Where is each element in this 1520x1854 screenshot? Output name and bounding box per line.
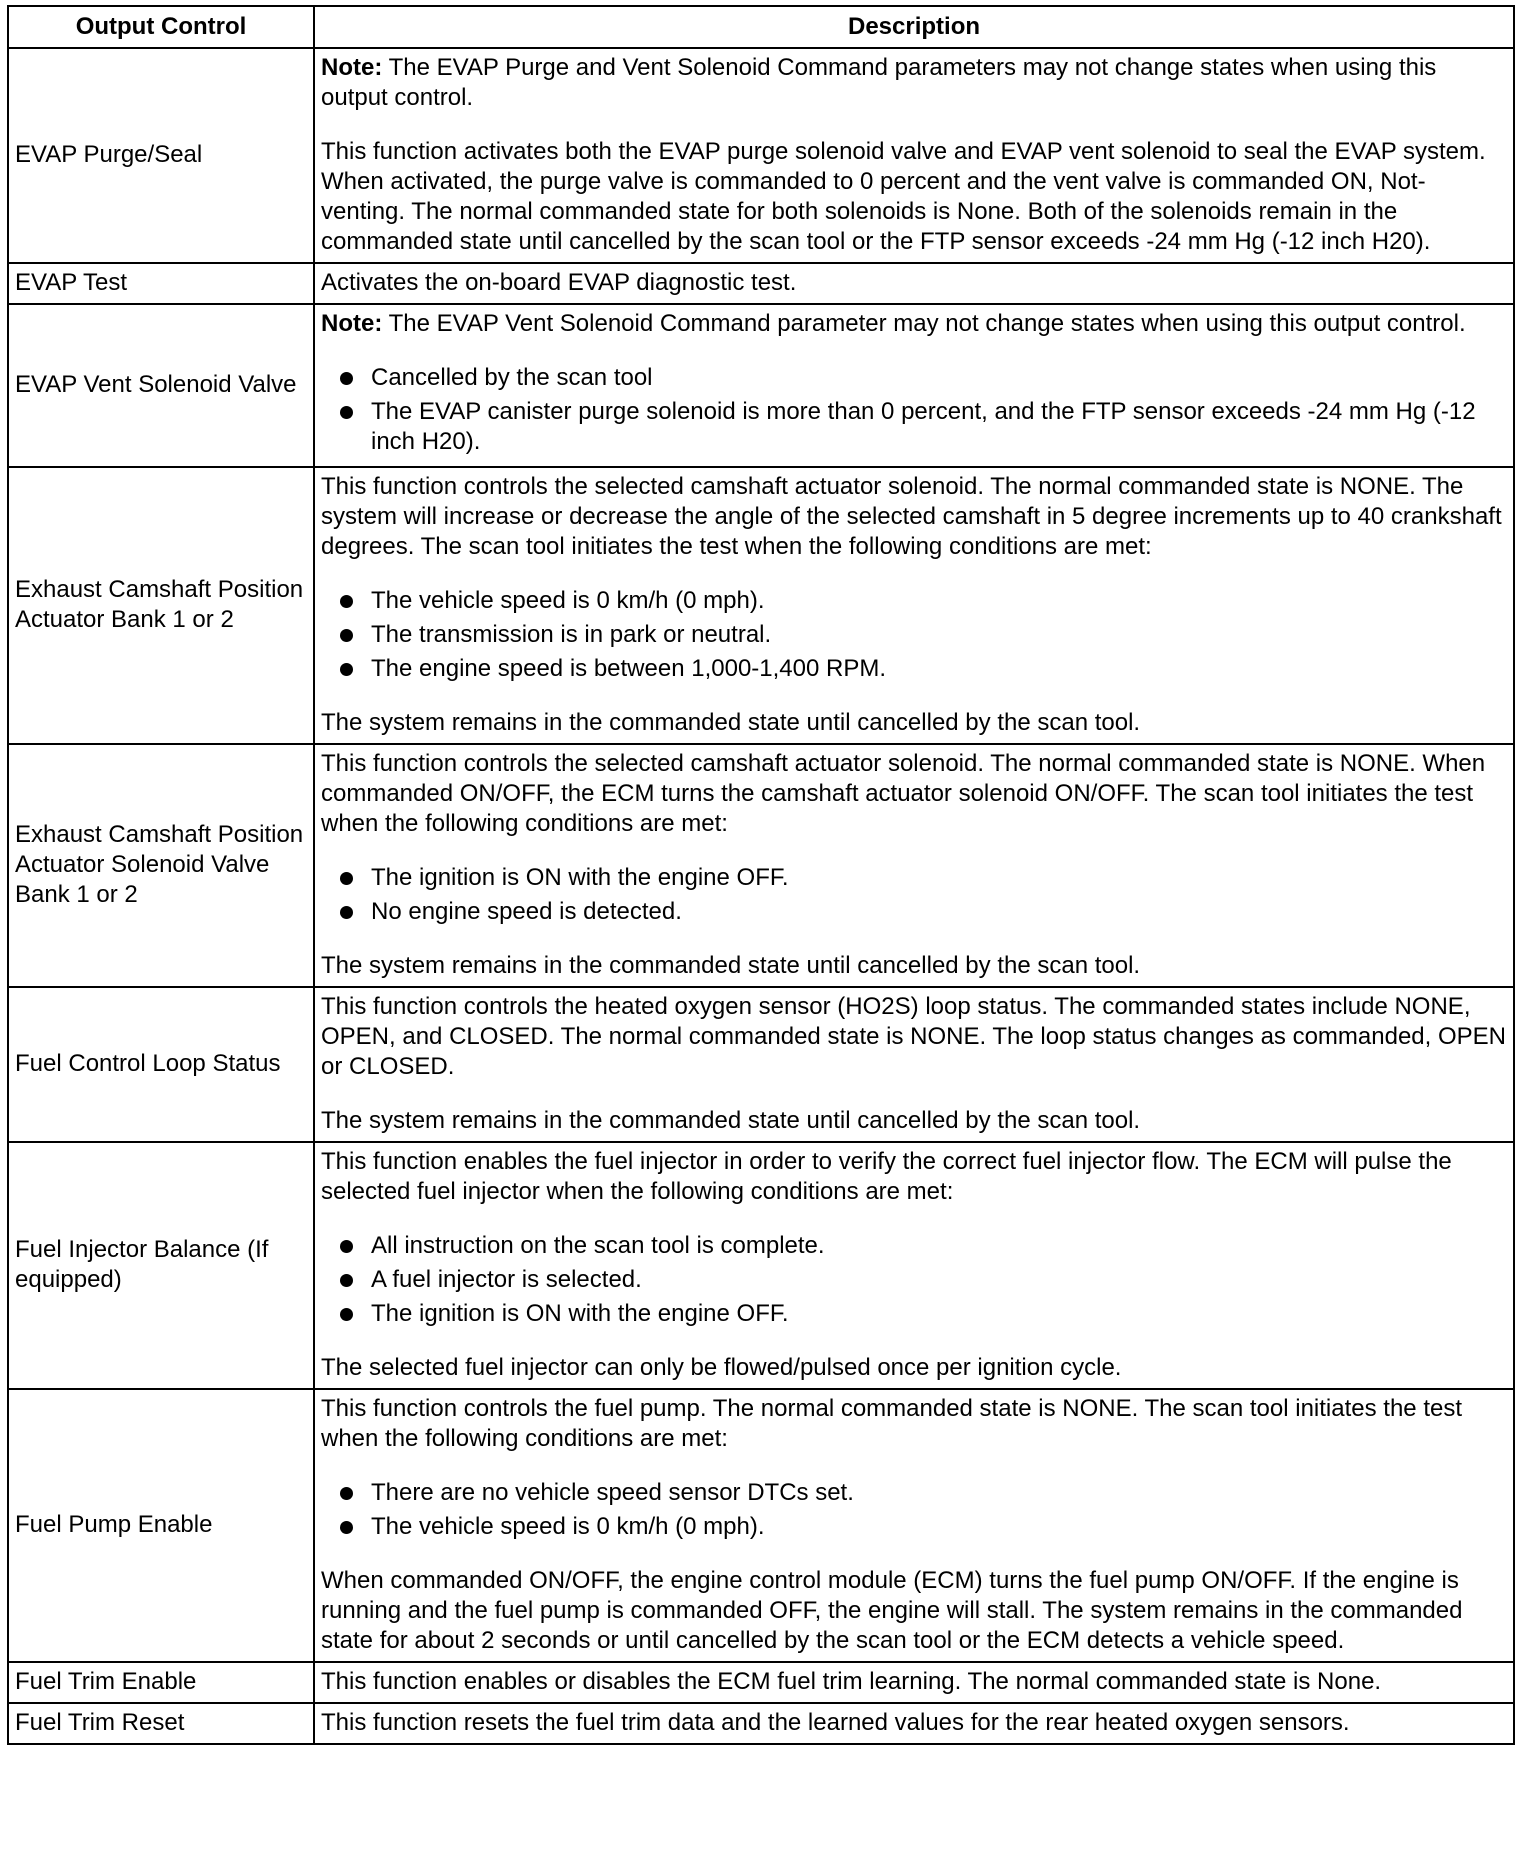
description-paragraph: This function resets the fuel trim data and the learned values for the rear heated oxygen sensors. xyxy=(321,1709,1350,1736)
output-control-description xyxy=(314,1389,1514,1662)
description-paragraph: This function controls the selected camshaft actuator solenoid. The normal commanded state is NONE. When commanded ON/OFF, the ECM turns the camshaft actuator solenoid ON/OFF. The scan tool initiates the test when the following conditions are met: xyxy=(321,750,1486,837)
note-label: Note: xyxy=(321,54,383,81)
description-paragraph: The system remains in the commanded state until cancelled by the scan tool. xyxy=(321,952,1141,979)
table-header-row xyxy=(8,6,1514,48)
output-control-description xyxy=(314,263,1514,304)
output-control-description xyxy=(314,304,1514,467)
bullet-item: The transmission is in park or neutral. xyxy=(321,620,1507,650)
bullet-list xyxy=(321,363,1507,457)
bullet-item: The ignition is ON with the engine OFF. xyxy=(321,863,1507,893)
table-row xyxy=(8,1142,1514,1389)
output-control-description xyxy=(314,48,1514,263)
description-paragraph: When commanded ON/OFF, the engine control module (ECM) turns the fuel pump ON/OFF. If the engine is running and the fuel pump is commanded OFF, the engine will stall. The system remains in the commanded state for about 2 seconds or until cancelled by the scan tool or the ECM detects a vehicle speed. xyxy=(321,1567,1463,1654)
bullet-item: The vehicle speed is 0 km/h (0 mph). xyxy=(321,586,1507,616)
output-control-description xyxy=(314,467,1514,744)
note-label: Note: xyxy=(321,310,383,337)
note-paragraph xyxy=(321,309,1507,339)
output-control-name: Exhaust Camshaft Position Actuator Solenoid Valve Bank 1 or 2 xyxy=(8,744,314,987)
description-paragraph: The selected fuel injector can only be flowed/pulsed once per ignition cycle. xyxy=(321,1354,1122,1381)
description-paragraph: The system remains in the commanded state until cancelled by the scan tool. xyxy=(321,709,1141,736)
table-row xyxy=(8,1389,1514,1662)
description-paragraph: Activates the on-board EVAP diagnostic test. xyxy=(321,269,797,296)
description-paragraph: This function controls the selected camshaft actuator solenoid. The normal commanded state is NONE. The system will increase or decrease the angle of the selected camshaft in 5 degree increments up to 40 crankshaft degrees. The scan tool initiates the test when the following conditions are met: xyxy=(321,473,1502,560)
bullet-list xyxy=(321,863,1507,927)
header-output-control: Output Control xyxy=(8,6,314,48)
output-control-name: Fuel Control Loop Status xyxy=(8,987,314,1142)
output-control-name: EVAP Vent Solenoid Valve xyxy=(8,304,314,467)
output-control-name: EVAP Test xyxy=(8,263,314,304)
output-control-table xyxy=(7,5,1515,1745)
note-text: The EVAP Vent Solenoid Command parameter may not change states when using this output control. xyxy=(382,310,1466,337)
description-paragraph: The system remains in the commanded state until cancelled by the scan tool. xyxy=(321,1107,1141,1134)
table-row xyxy=(8,1703,1514,1744)
bullet-item: The EVAP canister purge solenoid is more than 0 percent, and the FTP sensor exceeds -24 mm Hg (-12 inch H20). xyxy=(321,397,1507,457)
table-row xyxy=(8,744,1514,987)
output-control-name: Fuel Pump Enable xyxy=(8,1389,314,1662)
table-row xyxy=(8,467,1514,744)
bullet-item: Cancelled by the scan tool xyxy=(321,363,1507,393)
bullet-item: The ignition is ON with the engine OFF. xyxy=(321,1299,1507,1329)
table-row xyxy=(8,987,1514,1142)
description-paragraph: This function enables the fuel injector in order to verify the correct fuel injector flow. The ECM will pulse the selected fuel injector when the following conditions are met: xyxy=(321,1148,1452,1205)
description-paragraph: This function enables or disables the ECM fuel trim learning. The normal commanded state is None. xyxy=(321,1668,1382,1695)
description-paragraph: This function controls the heated oxygen sensor (HO2S) loop status. The commanded states include NONE, OPEN, and CLOSED. The normal commanded state is NONE. The loop status changes as commanded, OPEN or CLOSED. xyxy=(321,993,1506,1080)
note-text: The EVAP Purge and Vent Solenoid Command parameters may not change states when using this output control. xyxy=(321,54,1437,111)
output-control-description xyxy=(314,1662,1514,1703)
bullet-item: A fuel injector is selected. xyxy=(321,1265,1507,1295)
table-row xyxy=(8,304,1514,467)
bullet-list xyxy=(321,1478,1507,1542)
bullet-item: The vehicle speed is 0 km/h (0 mph). xyxy=(321,1512,1507,1542)
bullet-list xyxy=(321,586,1507,684)
output-control-name: Fuel Injector Balance (If equipped) xyxy=(8,1142,314,1389)
bullet-item: No engine speed is detected. xyxy=(321,897,1507,927)
table-row xyxy=(8,48,1514,263)
bullet-item: The engine speed is between 1,000-1,400 RPM. xyxy=(321,654,1507,684)
header-description: Description xyxy=(314,6,1514,48)
bullet-list xyxy=(321,1231,1507,1329)
output-control-description xyxy=(314,987,1514,1142)
bullet-item: There are no vehicle speed sensor DTCs set. xyxy=(321,1478,1507,1508)
note-paragraph xyxy=(321,53,1507,113)
description-paragraph: This function controls the fuel pump. The normal commanded state is NONE. The scan tool initiates the test when the following conditions are met: xyxy=(321,1395,1463,1452)
output-control-name: EVAP Purge/Seal xyxy=(8,48,314,263)
output-control-description xyxy=(314,1703,1514,1744)
bullet-item: All instruction on the scan tool is complete. xyxy=(321,1231,1507,1261)
description-paragraph: This function activates both the EVAP purge solenoid valve and EVAP vent solenoid to seal the EVAP system. When activated, the purge valve is commanded to 0 percent and the vent valve is commanded ON, Not-venting. The normal commanded state for both solenoids is None. Both of the solenoids remain in the commanded state until cancelled by the scan tool or the FTP sensor exceeds -24 mm Hg (-12 inch H20). xyxy=(321,138,1486,255)
output-control-description xyxy=(314,744,1514,987)
output-control-description xyxy=(314,1142,1514,1389)
table-row xyxy=(8,263,1514,304)
table-row xyxy=(8,1662,1514,1703)
output-control-name: Fuel Trim Reset xyxy=(8,1703,314,1744)
output-control-name: Fuel Trim Enable xyxy=(8,1662,314,1703)
output-control-name: Exhaust Camshaft Position Actuator Bank 1 or 2 xyxy=(8,467,314,744)
